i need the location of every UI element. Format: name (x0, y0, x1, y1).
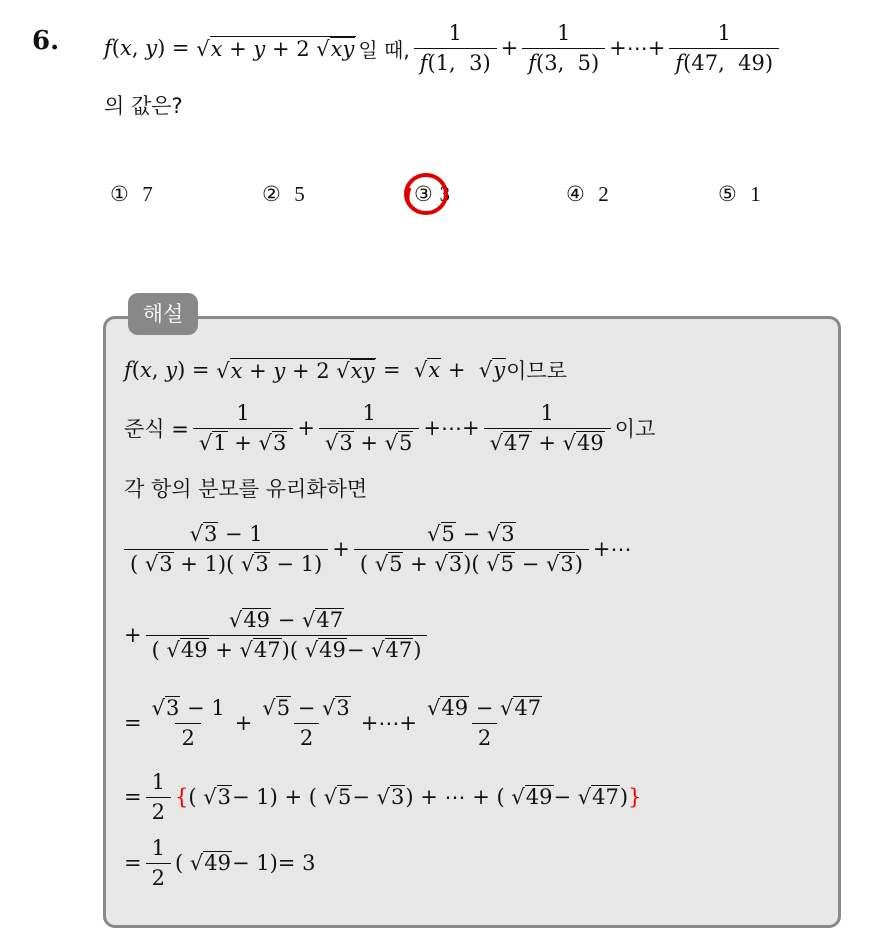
solution-line-4: $\frac{√3 - 1}{( √3 + 1)( √3 - 1)}$ + $\frac{√5 - √3}{( √5 + √3)( √5 - √3)}$ +⋯ (124, 516, 632, 582)
solution-line-3: 각 항의 분모를 유리화하면 (124, 477, 368, 501)
solution-content (124, 340, 824, 920)
solution-line-2: 준식 = $\frac{1}{√1 + √3}$ + $\frac{1}{√3 + √5}$ +⋯+ $\frac{1}{√47 + √49}$ 이고 (124, 401, 656, 455)
choice-3-value: 3 (439, 182, 451, 206)
choice-5[interactable] (718, 182, 761, 207)
choice-5-value: 1 (750, 182, 761, 206)
solution-line-1-suffix: 이므로 (506, 359, 567, 383)
choice-2-value: 5 (294, 182, 305, 206)
choice-1-mark: ① (110, 182, 129, 206)
choice-1[interactable] (110, 182, 153, 207)
question-text: 의 값은? (104, 94, 183, 118)
choice-4-mark: ④ (566, 182, 585, 206)
question-number: 6. (32, 26, 60, 56)
choice-3-mark: ③ (414, 182, 433, 206)
question-condition-text: 일 때, (358, 37, 410, 62)
selected-answer-circle-icon (400, 168, 452, 220)
solution-line-8: = $\frac{1}{2}$ ( √ 49 − 1)= 3 (124, 836, 316, 890)
question-formula: f ( x , y ) = √x + y + 2 √xy 일 때, $\frac{1}{f(1, 3)}$ + $\frac{1}{f(3, 5)}$ +⋯+ $\frac{1}{f(47, 49)}$ (104, 10, 783, 86)
choice-1-value: 7 (142, 182, 153, 206)
solution-line-7: = $\frac{1}{2}$ { ( √ 3 − 1) + ( √ 5 − √ 3 ) + ⋯ + ( √ 49 − √ 47 ) } (124, 770, 642, 824)
solution-line-2-suffix: 이고 (614, 417, 656, 441)
solution-final-value: 3 (302, 851, 316, 875)
solution-line-1: f ( x , y ) = √x + y + 2 √xy = √ x + √ y 이므로 (124, 350, 567, 390)
choice-4[interactable] (566, 182, 609, 207)
solution-line-6: = $\frac{√3 - 1}{2}$ + $\frac{√5 - √3}{2}$ +⋯+ $\frac{√49 - √47}{2}$ (124, 696, 542, 750)
solution-line-2-prefix: 준식 = (124, 417, 189, 441)
choice-2[interactable] (262, 182, 305, 207)
solution-line-5: + $\frac{√49 - √47}{( √49 + √47)( √49- √47)}$ (124, 602, 431, 668)
solution-label: 해설 (128, 293, 198, 335)
choice-2-mark: ② (262, 182, 281, 206)
choice-4-value: 2 (598, 182, 609, 206)
choice-5-mark: ⑤ (718, 182, 737, 206)
